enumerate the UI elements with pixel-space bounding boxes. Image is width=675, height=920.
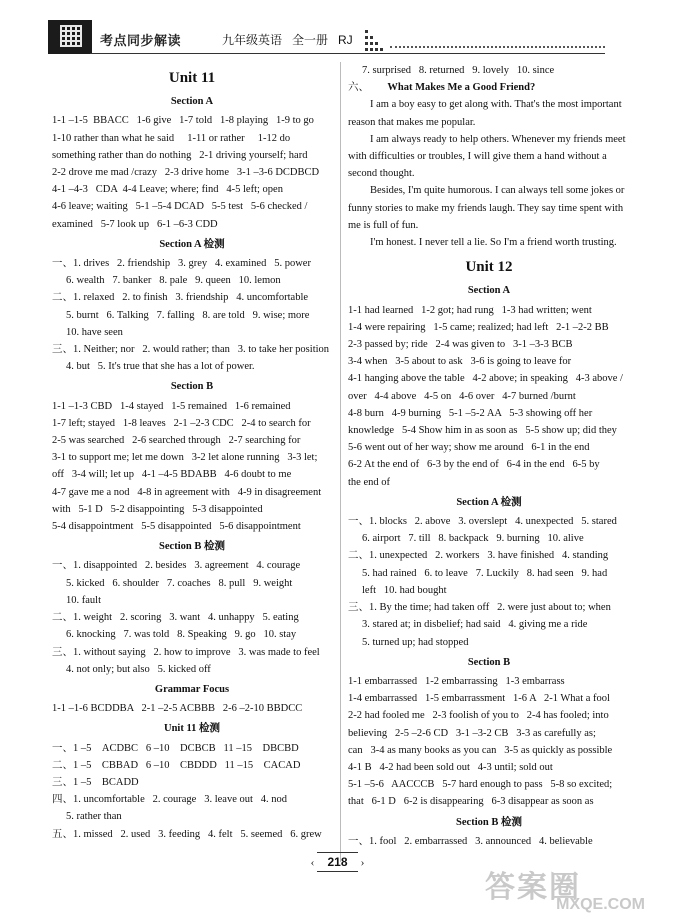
answer-line: off 3-4 will; let up 4-1 –4-5 BDABB 4-6 doubt to me: [52, 469, 292, 481]
answer-line: 7. surprised 8. returned 9. lovely 10. since: [362, 65, 555, 76]
answer-line: 二、1 –5 CBBAD 6 –10 CBDDD 11 –15 CACAD: [52, 759, 301, 771]
section-heading: Section B 检测: [456, 816, 522, 828]
answer-line: 5. burnt 6. Talking 7. falling 8. are told 9. wise; more: [66, 309, 310, 321]
answer-line: 二、1. unexpected 2. workers 3. have finished 4. standing: [348, 550, 609, 562]
section-heading: Unit 11 检测: [163, 723, 220, 735]
answer-line: 二、1. weight 2. scoring 3. want 4. unhappy 5. eating: [52, 612, 299, 624]
answer-line: 4-6 leave; waiting 5-1 –5-4 DCAD 5-5 test 5-6 checked /: [52, 201, 308, 213]
answer-line: 6. airport 7. till 8. backpack 9. burning 10. alive: [362, 533, 584, 545]
answer-line: 1-1 –1-3 CBD 1-4 stayed 1-5 remained 1-6 remained: [52, 400, 291, 412]
section-heading: Section A: [170, 96, 214, 108]
header-rule: [90, 53, 605, 54]
answer-line: 6-2 At the end of 6-3 by the end of 6-4 in the end 6-5 by: [348, 459, 600, 471]
chevron-right-icon: ›: [360, 855, 365, 869]
chevron-left-icon: ‹: [310, 855, 315, 869]
essay-paragraph: I'm honest. I never tell a lie. So I'm a friend worth trusting.: [370, 237, 617, 249]
answer-line: 4-1 B 4-2 had been sold out 4-3 until; sold out: [348, 761, 553, 773]
essay-paragraph: I am always ready to help others. Whenever my friends meet with difficulties or troubles, I will give them a hand without a second thought.: [348, 133, 626, 180]
essay-paragraph: I am a boy easy to get along with. That's the most important reason that makes me popular.: [348, 99, 622, 128]
dots-icon: [365, 30, 387, 52]
answer-line: 1-7 left; stayed 1-8 leaves 2-1 –2-3 CDC 2-4 to search for: [52, 417, 311, 429]
answer-line: 10. have seen: [66, 326, 123, 338]
answer-line: 4-1 hanging above the table 4-2 above; in speaking 4-3 above /: [348, 373, 623, 385]
answer-line: 6. wealth 7. banker 8. pale 9. queen 10. lemon: [66, 275, 281, 287]
watermark: [485, 862, 655, 918]
answer-line: 一、1. drives 2. friendship 3. grey 4. examined 5. power: [52, 258, 311, 270]
answer-line: can 3-4 as many books as you can 3-5 as quickly as possible: [348, 744, 613, 756]
section-heading: Section B: [170, 381, 214, 393]
brand-title: 考点同步解读: [100, 33, 182, 48]
section-heading: Section B: [467, 656, 511, 668]
answer-line: 5. rather than: [66, 811, 122, 823]
answer-line: 1-1 –1-6 BCDDBA 2-1 –2-5 ACBBB 2-6 –2-10 BBDCC: [52, 703, 303, 715]
page-number: 218: [317, 852, 357, 872]
column-divider: [340, 62, 341, 862]
answer-line: 3-1 to support me; let me down 3-2 let alone running 3-3 let;: [52, 452, 318, 464]
answer-line: 2-5 was searched 2-6 searched through 2-7 searching for: [52, 435, 301, 447]
answer-line: 三、1 –5 BCADD: [52, 776, 139, 788]
section-heading: Grammar Focus: [154, 683, 230, 695]
answer-line: 一、1. disappointed 2. besides 3. agreement 4. courage: [52, 560, 301, 572]
answer-line: 二、1. relaxed 2. to finish 3. friendship 4. uncomfortable: [52, 292, 309, 304]
answer-line: 一、1. fool 2. embarrassed 3. announced 4. believable: [348, 835, 593, 847]
answer-line: 一、1 –5 ACDBC 6 –10 DCBCB 11 –15 DBCBD: [52, 742, 299, 754]
question-number: 六、: [348, 82, 369, 94]
answer-line: that 6-1 D 6-2 is disappearing 6-3 disappear as soon as: [348, 796, 594, 808]
answer-line: 四、1. uncomfortable 2. courage 3. leave out 4. nod: [52, 794, 288, 806]
answer-line: 4. not only; but also 5. kicked off: [66, 663, 211, 675]
answer-line: 1-4 embarrassed 1-5 embarrassment 1-6 A 2-1 What a fool: [348, 693, 610, 705]
section-heading: Section A 检测: [456, 496, 522, 508]
answer-line: 2-3 passed by; ride 2-4 was given to 3-1 –3-3 BCB: [348, 339, 573, 351]
answer-line: 1-1 embarrassed 1-2 embarrassing 1-3 embarrass: [348, 675, 565, 687]
section-heading: Section A 检测: [159, 238, 225, 250]
essay-paragraph: Besides, I'm quite humorous. I can always tell some jokes or funny stories to make my friends laugh. They say time spent with me is full of fun.: [348, 185, 625, 231]
answer-line: 1-10 rather than what he said 1-11 or rather 1-12 do: [52, 132, 291, 144]
answer-line: 10. fault: [66, 594, 101, 606]
unit-title: Unit 12: [465, 259, 513, 276]
answer-line: 6. knocking 7. was told 8. Speaking 9. go 10. stay: [66, 629, 297, 641]
answer-line: 三、1. Neither; nor 2. would rather; than 3. to take her position: [52, 344, 330, 356]
unit-title: Unit 11: [168, 70, 216, 86]
essay-title: What Makes Me a Good Friend?: [387, 82, 536, 94]
grid-icon: [60, 25, 82, 47]
answer-line: 五、1. missed 2. used 3. feeding 4. felt 5. seemed 6. grew: [52, 828, 322, 840]
answer-line: 5-6 went out of her way; show me around 6-1 in the end: [348, 442, 590, 454]
answer-line: 三、1. without saying 2. how to improve 3. was made to feel: [52, 646, 320, 658]
watermark-text: 答案圈: [485, 871, 581, 904]
answer-line: 3. stared at; in disbelief; had said 4. giving me a ride: [362, 619, 588, 631]
answer-line: 2-2 had fooled me 2-3 foolish of you to 2-4 has fooled; into: [348, 710, 609, 722]
answer-line: 5. kicked 6. shoulder 7. coaches 8. pull 9. weight: [66, 577, 293, 589]
answer-line: 4. but 5. It's true that she has a lot of power.: [66, 361, 255, 373]
answer-line: 3-4 when 3-5 about to ask 3-6 is going to leave for: [348, 356, 572, 368]
left-column: [52, 62, 332, 843]
answer-line: the end of: [348, 476, 390, 488]
answer-line: believing 2-5 –2-6 CD 3-1 –3-2 CB 3-3 as carefully as;: [348, 727, 596, 739]
header-dotted-rule: [390, 46, 605, 48]
answer-line: 2-2 drove me mad /crazy 2-3 drive home 3-1 –3-6 DCDBCD: [52, 167, 320, 179]
answer-line: knowledge 5-4 Show him in as soon as 5-5 show up; did they: [348, 425, 617, 437]
answer-line: 一、1. blocks 2. above 3. overslept 4. unexpected 5. stared: [348, 516, 617, 528]
answer-line: something rather than do nothing 2-1 driving yourself; hard: [52, 149, 308, 161]
answer-line: examined 5-7 look up 6-1 –6-3 CDD: [52, 218, 218, 230]
answer-line: 1-4 were repairing 1-5 came; realized; had left 2-1 –2-2 BB: [348, 321, 609, 333]
answer-line: 三、1. By the time; had taken off 2. were just about to; when: [348, 602, 611, 614]
answer-line: with 5-1 D 5-2 disappointing 5-3 disappointed: [52, 503, 263, 515]
answer-line: over 4-4 above 4-5 on 4-6 over 4-7 burned /burnt: [348, 390, 576, 402]
answer-line: 4-1 –4-3 CDA 4-4 Leave; where; find 4-5 left; open: [52, 184, 283, 196]
answer-line: 1-1 had learned 1-2 got; had rung 1-3 had written; went: [348, 304, 592, 316]
essay-heading: [348, 79, 630, 96]
answer-line: 4-8 burn 4-9 burning 5-1 –5-2 AA 5-3 showing off her: [348, 407, 593, 419]
section-heading: Section B 检测: [159, 541, 225, 553]
right-column: [348, 62, 630, 850]
answer-line: 1-1 –1-5 BBACC 1-6 give 1-7 told 1-8 playing 1-9 to go: [52, 115, 314, 127]
answer-line: 5-4 disappointment 5-5 disappointed 5-6 disappointment: [52, 521, 301, 533]
answer-line: 5. had rained 6. to leave 7. Luckily 8. had seen 9. had: [362, 567, 608, 579]
answer-line: 5. turned up; had stopped: [362, 636, 469, 648]
answer-line: 4-7 gave me a nod 4-8 in agreement with 4-9 in disagreement: [52, 486, 322, 498]
watermark-url: MXQE.COM: [556, 896, 645, 913]
book-subtitle: 九年级英语 全一册 RJ: [222, 33, 353, 47]
answer-line: 5-1 –5-6 AACCCB 5-7 hard enough to pass 5-8 so excited;: [348, 779, 613, 791]
section-heading: Section A: [467, 285, 511, 297]
page-header: [0, 0, 675, 62]
answer-line: left 10. had bought: [362, 584, 447, 596]
